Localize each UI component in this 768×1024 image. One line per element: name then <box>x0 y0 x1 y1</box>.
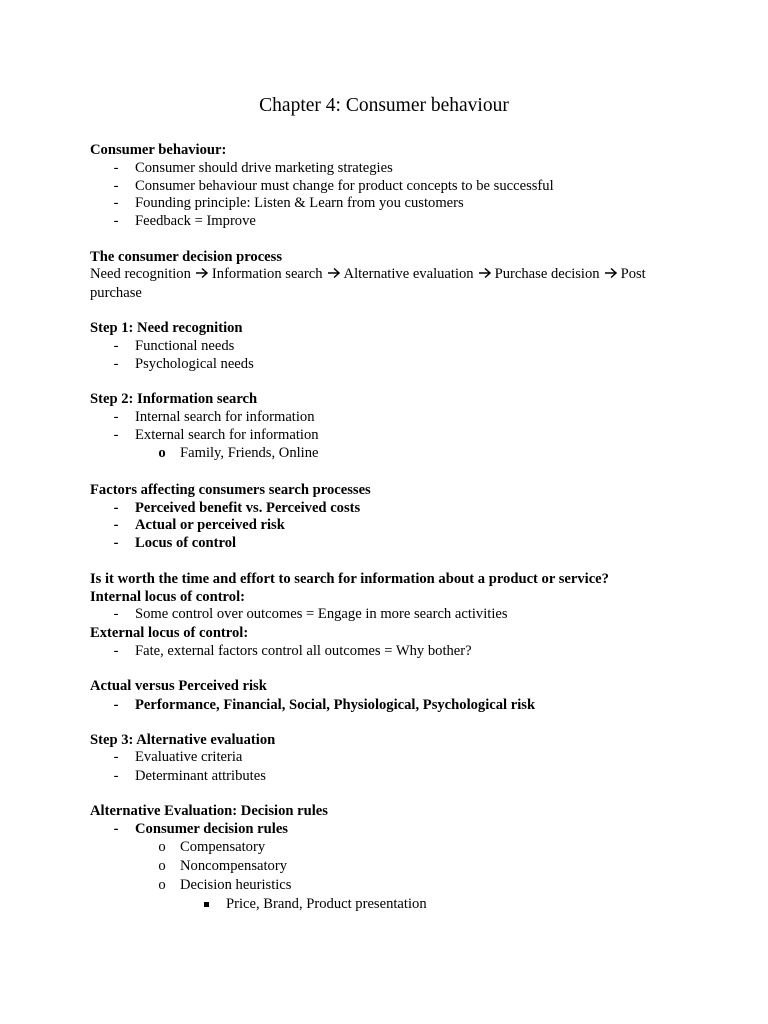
flow-step: Post <box>620 266 646 282</box>
section-heading-decision-process: The consumer decision process <box>90 249 283 265</box>
dash-bullet: - <box>113 535 119 551</box>
ring-bullet: o <box>158 445 166 461</box>
list-item-text: Founding principle: Listen & Learn from you customers <box>135 195 464 211</box>
flow-step: Information search <box>211 266 323 282</box>
section-heading-factors: Factors affecting consumers search processes <box>90 482 371 498</box>
dash-bullet: - <box>113 213 119 229</box>
section-heading-step1: Step 1: Need recognition <box>90 320 243 336</box>
dash-bullet: - <box>113 606 119 622</box>
list-item-text: Functional needs <box>135 338 235 354</box>
section-heading-step3: Step 3: Alternative evaluation <box>90 732 276 748</box>
list-item-text: Internal search for information <box>135 409 315 425</box>
list-item-text: Perceived benefit vs. Perceived costs <box>135 500 361 516</box>
dash-bullet: - <box>113 356 119 372</box>
dash-bullet: - <box>113 195 119 211</box>
flow-step: Need recognition <box>90 266 191 282</box>
list-item-text: External search for information <box>135 427 319 443</box>
arrow-right-icon <box>478 267 492 279</box>
arrow-right-icon <box>327 267 341 279</box>
dash-bullet: - <box>113 697 119 713</box>
dash-bullet: - <box>113 643 119 659</box>
dash-bullet: - <box>113 517 119 533</box>
list-item-text: Psychological needs <box>135 356 254 372</box>
question-heading: Is it worth the time and effort to search for information about a product or service? <box>90 571 609 587</box>
section-heading-risk: Actual versus Perceived risk <box>90 678 267 694</box>
dash-bullet: - <box>113 768 119 784</box>
list-item-text: Decision heuristics <box>180 877 292 893</box>
flow-step: Purchase decision <box>494 266 600 282</box>
list-item-text: Performance, Financial, Social, Physiological, Psychological risk <box>135 697 536 713</box>
square-bullet-icon <box>204 902 209 907</box>
list-item-text: Consumer should drive marketing strategies <box>135 160 393 176</box>
ring-bullet: o <box>158 839 166 855</box>
internal-locus-heading: Internal locus of control: <box>90 589 245 605</box>
list-item-text: Price, Brand, Product presentation <box>226 896 427 912</box>
dash-bullet: - <box>113 749 119 765</box>
decision-process-flow <box>90 265 646 283</box>
dash-bullet: - <box>113 160 119 176</box>
dash-bullet: - <box>113 409 119 425</box>
list-item-text: Noncompensatory <box>180 858 287 874</box>
list-item-text: Actual or perceived risk <box>135 517 285 533</box>
external-locus-heading: External locus of control: <box>90 625 249 641</box>
list-item-text: Determinant attributes <box>135 768 266 784</box>
ring-bullet: o <box>158 858 166 874</box>
dash-bullet: - <box>113 821 119 837</box>
list-item-text: Locus of control <box>135 535 237 551</box>
section-heading-step2: Step 2: Information search <box>90 391 258 407</box>
flow-continuation: purchase <box>90 285 142 301</box>
dash-bullet: - <box>113 427 119 443</box>
page-title: Chapter 4: Consumer behaviour <box>259 95 509 116</box>
section-heading-decision-rules: Alternative Evaluation: Decision rules <box>90 803 328 819</box>
list-item-text: Evaluative criteria <box>135 749 243 765</box>
dash-bullet: - <box>113 500 119 516</box>
dash-bullet: - <box>113 338 119 354</box>
list-item-text: Compensatory <box>180 839 266 855</box>
list-item-text: Some control over outcomes = Engage in more search activities <box>135 606 508 622</box>
arrow-right-icon <box>604 267 618 279</box>
list-item-text: Consumer behaviour must change for product concepts to be successful <box>135 178 554 194</box>
list-item-text: Family, Friends, Online <box>180 445 319 461</box>
list-item-text: Feedback = Improve <box>135 213 256 229</box>
flow-step: Alternative evaluation <box>343 266 474 282</box>
section-heading-consumer-behaviour: Consumer behaviour: <box>90 142 227 158</box>
list-item-text: Consumer decision rules <box>135 821 288 837</box>
ring-bullet: o <box>158 877 166 893</box>
list-item-text: Fate, external factors control all outcomes = Why bother? <box>135 643 472 659</box>
arrow-right-icon <box>195 267 209 279</box>
dash-bullet: - <box>113 178 119 194</box>
